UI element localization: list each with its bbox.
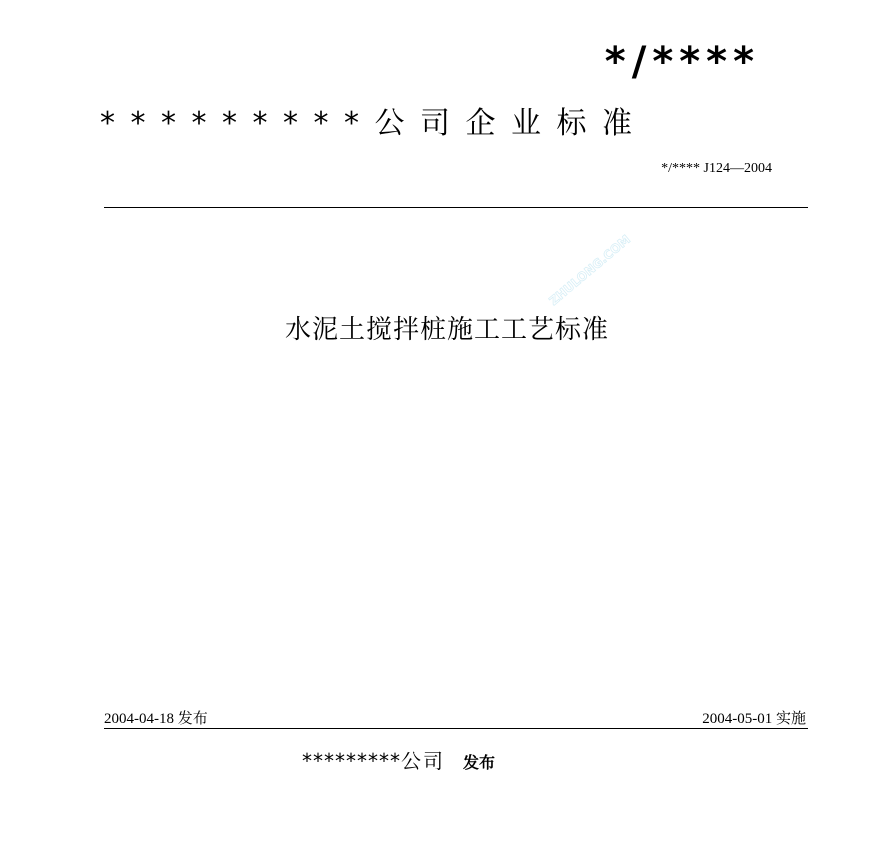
company-standard-heading: *********公司企业标准: [100, 106, 648, 141]
issue-date: 2004-04-18 发布: [104, 711, 208, 727]
publisher-line: [302, 748, 495, 776]
bottom-divider: [104, 728, 808, 729]
standard-code: */****: [604, 39, 760, 85]
publisher-issued: 发布: [463, 753, 496, 772]
implementation-date: 2004-05-01 实施: [702, 711, 806, 727]
document-title: 水泥土搅拌桩施工工艺标准: [284, 315, 609, 345]
watermark-text: ZHULONG.COM: [546, 232, 634, 309]
publisher-company: 公司: [401, 749, 445, 773]
publisher-stars: *********: [302, 749, 401, 773]
standard-number: */**** J124—2004: [661, 161, 772, 176]
top-divider: [104, 207, 808, 208]
